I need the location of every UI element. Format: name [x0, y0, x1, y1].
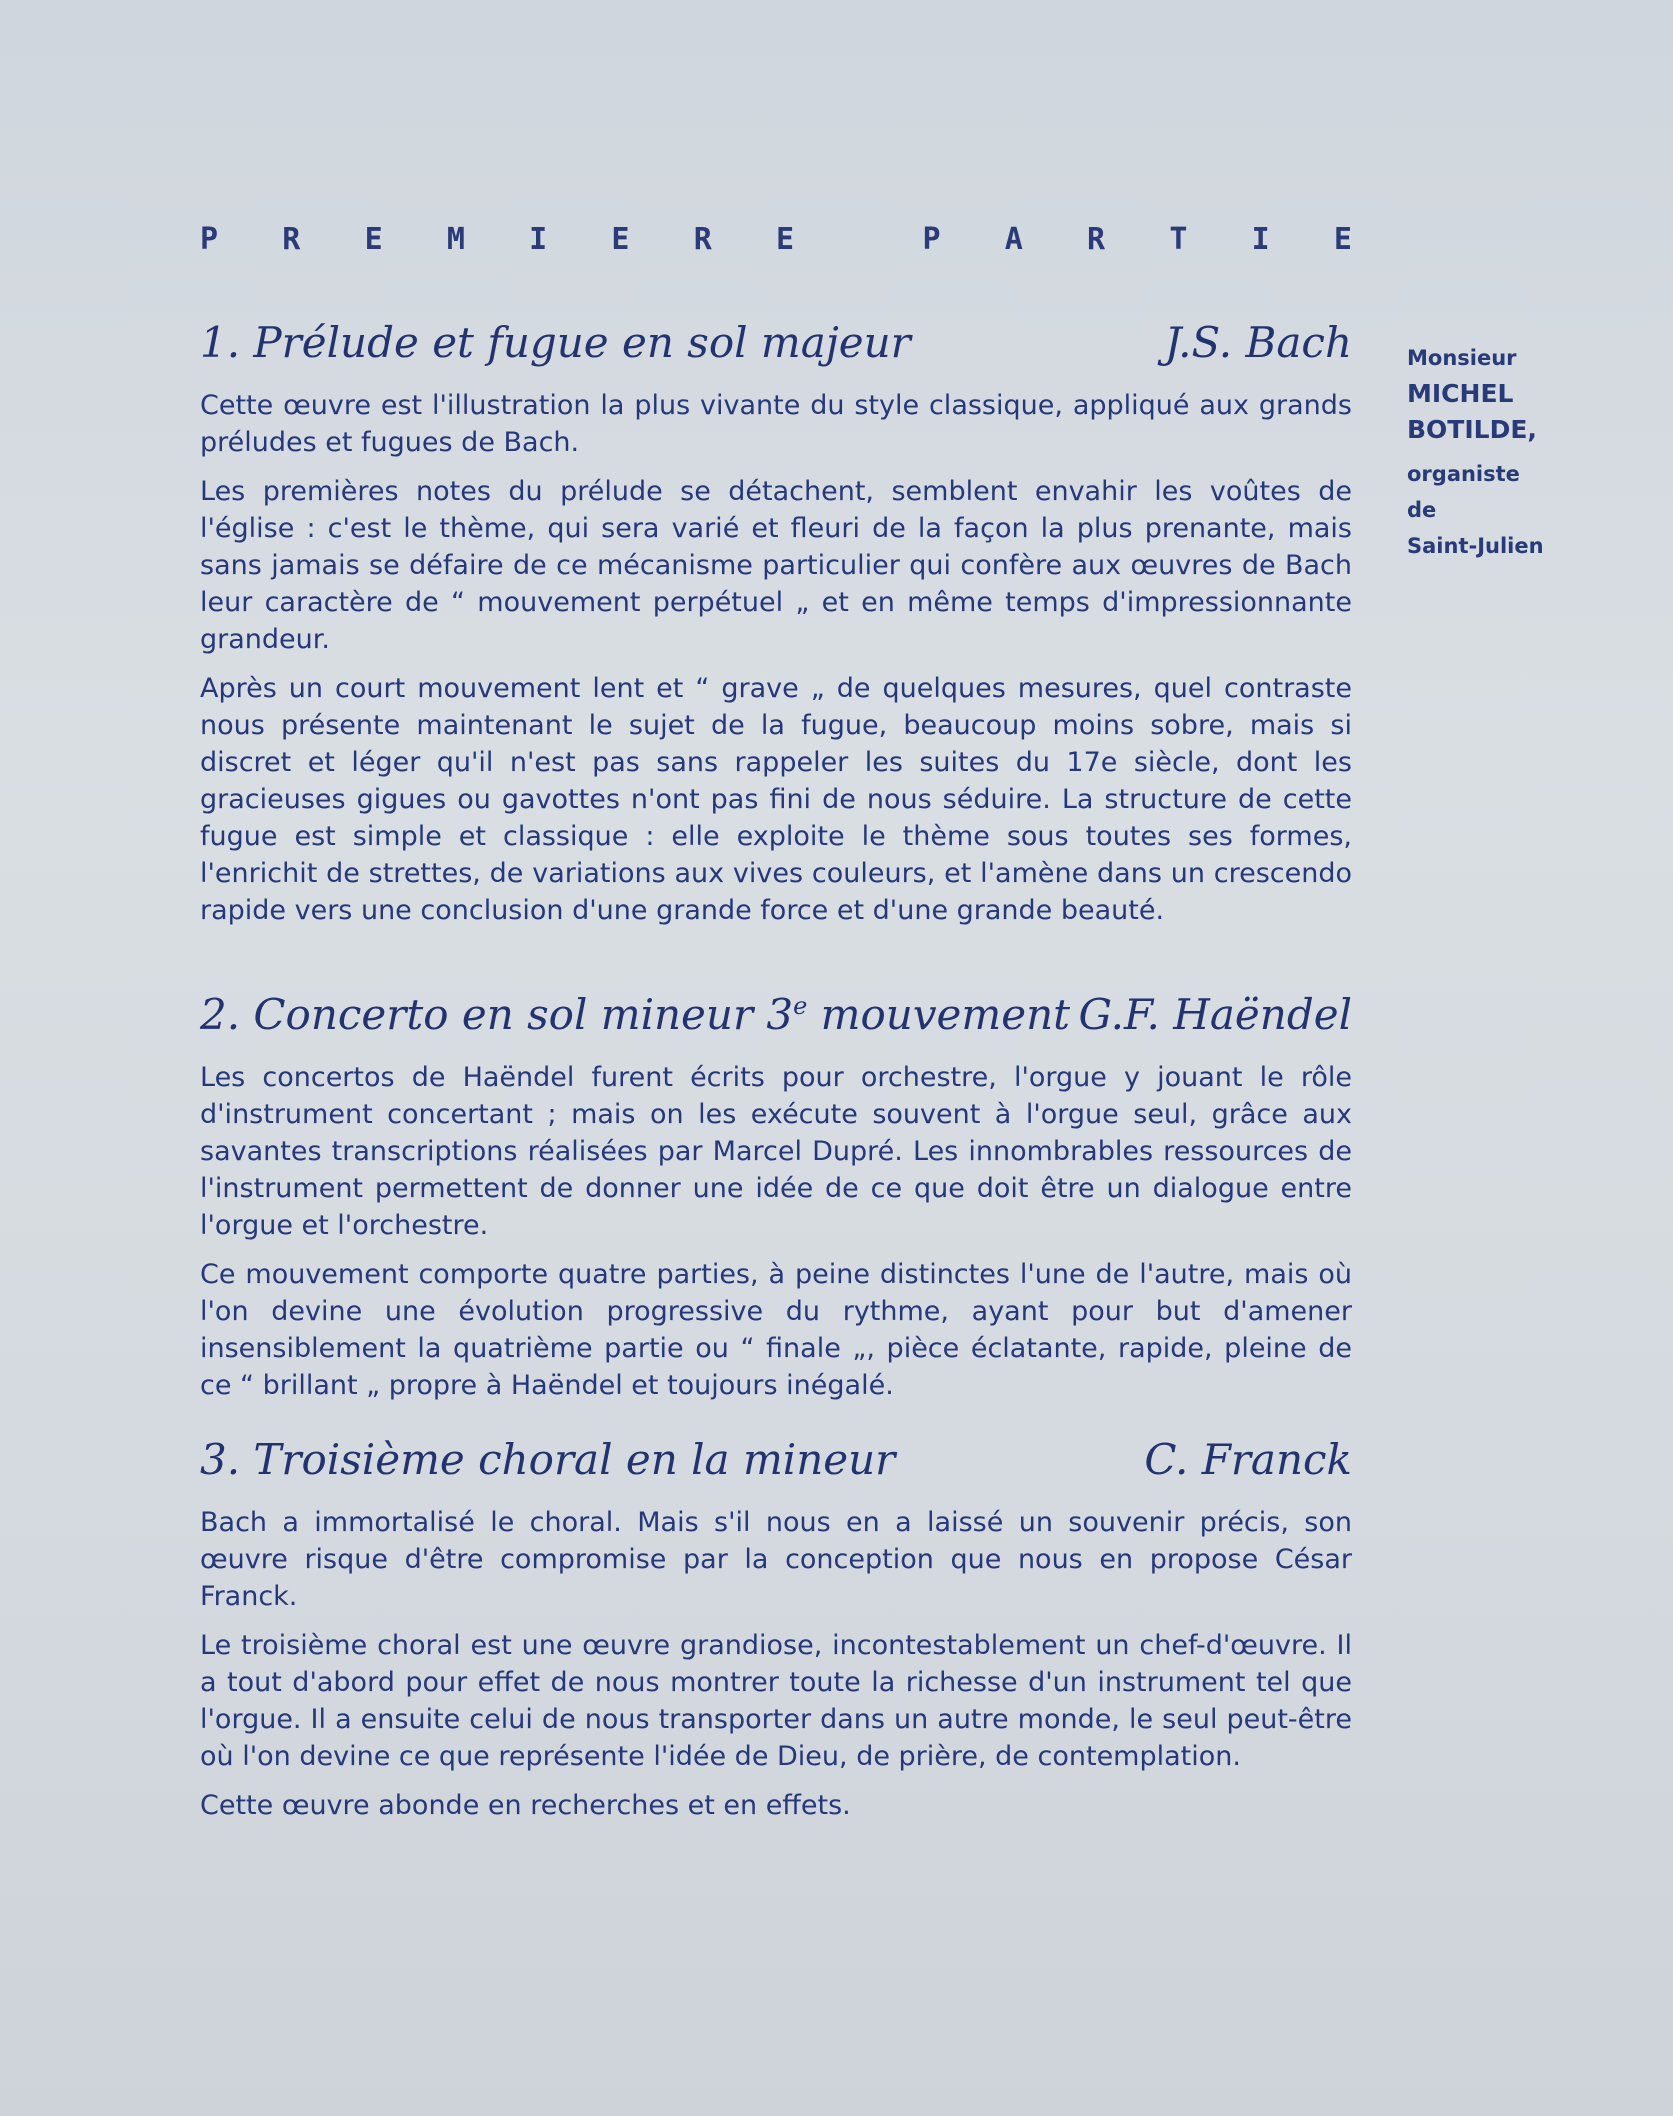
header-letter: E — [775, 222, 795, 257]
section-header-premiere-partie — [200, 222, 1352, 257]
performer-last-name: BOTILDE, — [1407, 415, 1537, 444]
piece-2-title — [200, 990, 1070, 1039]
piece-2-title-main: 2. Concerto en sol mineur 3 — [200, 990, 794, 1039]
piece-2-title-rest: mouvement — [807, 990, 1071, 1039]
performer-parish: Saint-Julien — [1407, 534, 1544, 558]
piece-3 — [200, 1435, 1352, 1836]
piece-2-composer: G.F. Haëndel — [1078, 990, 1352, 1039]
header-letter: M — [446, 222, 465, 257]
piece-2 — [200, 990, 1352, 1416]
header-letter: R — [693, 222, 712, 257]
header-letter: E — [1333, 222, 1352, 257]
performer-role-preposition: de — [1407, 498, 1437, 522]
piece-2-paragraph: Les concertos de Haëndel furent écrits pour orchestre, l'orgue y jouant le rôle d'instrument concertant ; mais on les exécute souvent à l'orgue seul, grâce aux savantes transcriptions réalisées par Marcel Dupré. Les innombrables ressources de l'instrument permettent de donner une idée de ce que doit être un dialogue entre l'orgue et l'orchestre. — [200, 1062, 1352, 1241]
piece-1-paragraph: Cette œuvre est l'illustration la plus vivante du style classique, appliqué aux grands préludes et fugues de Bach. — [200, 390, 1352, 458]
piece-3-title: 3. Troisième choral en la mineur — [200, 1435, 896, 1484]
header-letter: T — [1169, 222, 1188, 257]
piece-2-title-superscript: e — [793, 992, 808, 1020]
header-letter: I — [1251, 222, 1270, 257]
piece-3-paragraph: Cette œuvre abonde en recherches et en effets. — [200, 1790, 851, 1821]
piece-3-heading — [200, 1435, 1352, 1484]
piece-1-heading — [200, 318, 1352, 367]
piece-1-title: 1. Prélude et fugue en sol majeur — [200, 318, 911, 367]
piece-1-paragraph: Les premières notes du prélude se détachent, semblent envahir les voûtes de l'église : c'est le thème, qui sera varié et fleuri de la façon la plus prenante, mais sans jamais se défaire de ce mécanisme particulier qui confère aux œuvres de Bach leur caractère de “ mouvement perpétuel „ et en même temps d'impressionnante grandeur. — [200, 476, 1352, 655]
piece-1-paragraph: Après un court mouvement lent et “ grave „ de quelques mesures, quel contraste nous présente maintenant le sujet de la fugue, beaucoup moins sobre, mais si discret et léger qu'il n'est pas sans rappeler les suites du 17e siècle, dont les gracieuses gigues ou gavottes n'ont pas fini de nous séduire. La structure de cette fugue est simple et classique : elle exploite le thème sous toutes ses formes, l'enrichit de strettes, de variations aux vives couleurs, et l'amène dans un crescendo rapide vers une conclusion d'une grande force et d'une grande beauté. — [200, 673, 1352, 926]
performer-role: organiste — [1407, 462, 1520, 486]
performer-first-name: MICHEL — [1407, 379, 1514, 408]
header-letter: A — [1004, 222, 1023, 257]
header-letter: R — [282, 222, 301, 257]
piece-3-composer: C. Franck — [1144, 1435, 1352, 1484]
header-letter: E — [364, 222, 383, 257]
piece-3-paragraph: Bach a immortalisé le choral. Mais s'il nous en a laissé un souvenir précis, son œuvre risque d'être compromise par la conception que nous en propose César Franck. — [200, 1507, 1352, 1612]
header-letter: I — [529, 222, 548, 257]
performer-sidebar — [1407, 340, 1607, 564]
header-letter: E — [611, 222, 630, 257]
piece-2-paragraph: Ce mouvement comporte quatre parties, à peine distinctes l'une de l'autre, mais où l'on devine une évolution progressive du rythme, ayant pour but d'amener insensiblement la quatrième partie ou “ finale „, pièce éclatante, rapide, pleine de ce “ brillant „ propre à Haëndel et toujours inégalé. — [200, 1259, 1352, 1401]
performer-honorific: Monsieur — [1407, 346, 1517, 370]
header-letter: P — [922, 222, 941, 257]
header-letter: P — [200, 222, 219, 257]
header-letter: R — [1087, 222, 1106, 257]
piece-1-composer: J.S. Bach — [1164, 318, 1352, 367]
piece-3-paragraph: Le troisième choral est une œuvre grandiose, incontestablement un chef-d'œuvre. Il a tout d'abord pour effet de nous montrer toute la richesse d'un instrument tel que l'orgue. Il a ensuite celui de nous transporter dans un autre monde, le seul peut-être où l'on devine ce que représente l'idée de Dieu, de prière, de contemplation. — [200, 1630, 1352, 1772]
piece-2-heading — [200, 990, 1352, 1039]
piece-1 — [200, 318, 1352, 941]
